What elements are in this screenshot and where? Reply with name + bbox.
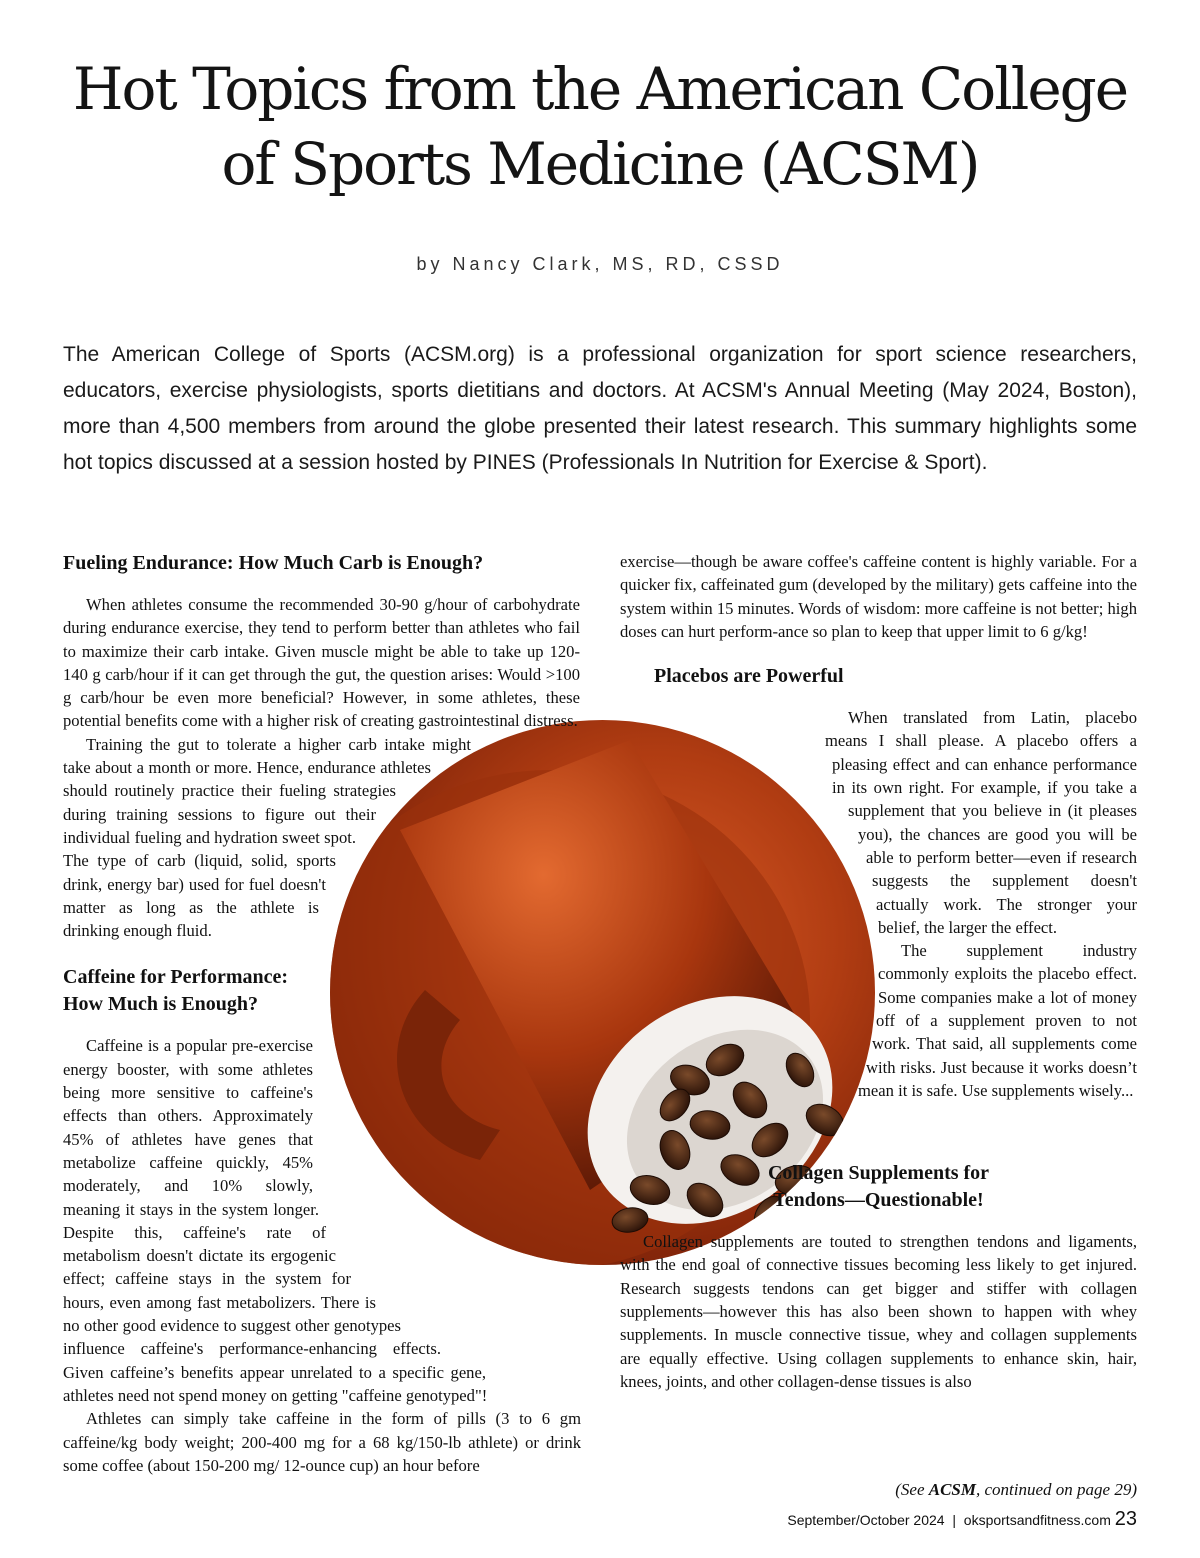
collagen-paragraph-1: Collagen supplements are touted to strengthen tendons and ligaments, with the end goal of connective tissues becoming less likely to get injured. Research suggests tendons can get bigger and stiffer with collagen supplements—however this has also been shown to happen with whey supplements. In muscle connective tissue, whey and collagen supplements are equally effective. Using collagen supplements to enhance skin, hair, knees, joints, and other collagen-dense tissues is also	[620, 1232, 1137, 1391]
placebo-heading: Placebos are Powerful	[654, 665, 844, 688]
continued-note: (See ACSM, continued on page 29)	[895, 1480, 1137, 1499]
placebo-paragraph-1: When translated from Latin, placebo means I shall please. A placebo offers a pleasing effect and can enhance performance in its own right. For example, if you take a supplement that you believe in (it pleases you), the chances are good you will be able to perform better—even if research suggests the supplement doesn't actually work. The stronger your belief, the larger the effect.	[825, 708, 1137, 937]
fueling-paragraph-2: Training the gut to tolerate a higher carb intake might take about a month or more. Hence, endurance athletes should routinely practice their fueling strategies during training sessions to figure out their individual fueling and hydration sweet spot. The type of carb (liquid, solid, sports drink, energy bar) used for fuel doesn't matter as long as the athlete is drinking enough fluid.	[63, 734, 471, 941]
byline: by Nancy Clark, MS, RD, CSSD	[416, 254, 784, 274]
left-column	[63, 550, 581, 1477]
collagen-heading: Collagen Supplements for Tendons—Questionable!	[767, 1162, 990, 1212]
right-column	[620, 550, 1137, 1393]
article-title: Hot Topics from the American College of Sports Medicine (ACSM)	[72, 55, 1128, 198]
fueling-paragraph-1: When athletes consume the recommended 30-90 g/hour of carbohydrate during endurance exercise, they tend to perform better than athletes who fail to maximize their carb intake. Given muscle might be able to take up 120-140 g carb/hour if it can get through the gut, the question arises: Would >100 g carb/hour be even more beneficial? However, in some athletes, these potential benefits come with a higher risk of creating gastrointestinal distress.	[63, 595, 580, 731]
website-link[interactable]: oksportsandfitness.com	[963, 1512, 1111, 1528]
intro-paragraph: The American College of Sports (ACSM.org) is a professional organization for sport science researchers, educators, exercise physiologists, sports dietitians and doctors. At ACSM's Annual Meeting (May 2024, Boston), more than 4,500 members from around the globe presented their latest research. This summary highlights some hot topics discussed at a session hosted by PINES (Professionals In Nutrition for Exercise & Sport).	[63, 343, 1137, 474]
caffeine-paragraph-2: Athletes can simply take caffeine in the form of pills (3 to 6 gm caffeine/kg body weight; 200-400 mg for a 68 kg/150-lb athlete) or drink some coffee (about 150-200 mg/ 12-ounce cup) an hour before	[63, 1409, 581, 1475]
fueling-heading: Fueling Endurance: How Much Carb is Enough?	[63, 552, 484, 574]
caffeine-heading: Caffeine for Performance: How Much is Enough?	[63, 966, 289, 1016]
issue-date: September/October 2024	[787, 1512, 945, 1528]
page-number: 23	[1114, 1508, 1137, 1530]
placebo-paragraph-2: The supplement industry commonly exploits the placebo effect. Some companies make a lot of money off of a supplement proven to not work. That said, all supplements come with risks. Just because it works doesn’t mean it is safe. Use supplements wisely...	[858, 941, 1137, 1100]
page-footer	[787, 1508, 1137, 1531]
footer-separator: |	[952, 1512, 956, 1528]
caffeine-paragraph-2-continued: exercise—though be aware coffee's caffeine content is highly variable. For a quicker fix, caffeinated gum (developed by the military) gets caffeine into the system within 15 minutes. Words of wisdom: more caffeine is not better; high doses can hurt perform-ance so plan to keep that upper limit to 6 g/kg!	[620, 552, 1137, 641]
caffeine-paragraph-1: Caffeine is a popular pre-exercise energy booster, with some athletes being more sensitive to caffeine's effects than others. Approximately 45% of athletes have genes that metabolize caffeine quickly, 45% moderately, and 10% slowly, meaning it stays in the system longer. Despite this, caffeine's rate of metabolism doesn't dictate its ergogenic effect; caffeine stays in the system for hours, even among fast metabolizers. There is no other good evidence to suggest other genotypes influence caffeine's performance-enhancing effects. Given caffeine’s benefits appear unrelated to a specific gene, athletes need not spend money on getting "caffeine genotyped"!	[63, 1036, 488, 1405]
